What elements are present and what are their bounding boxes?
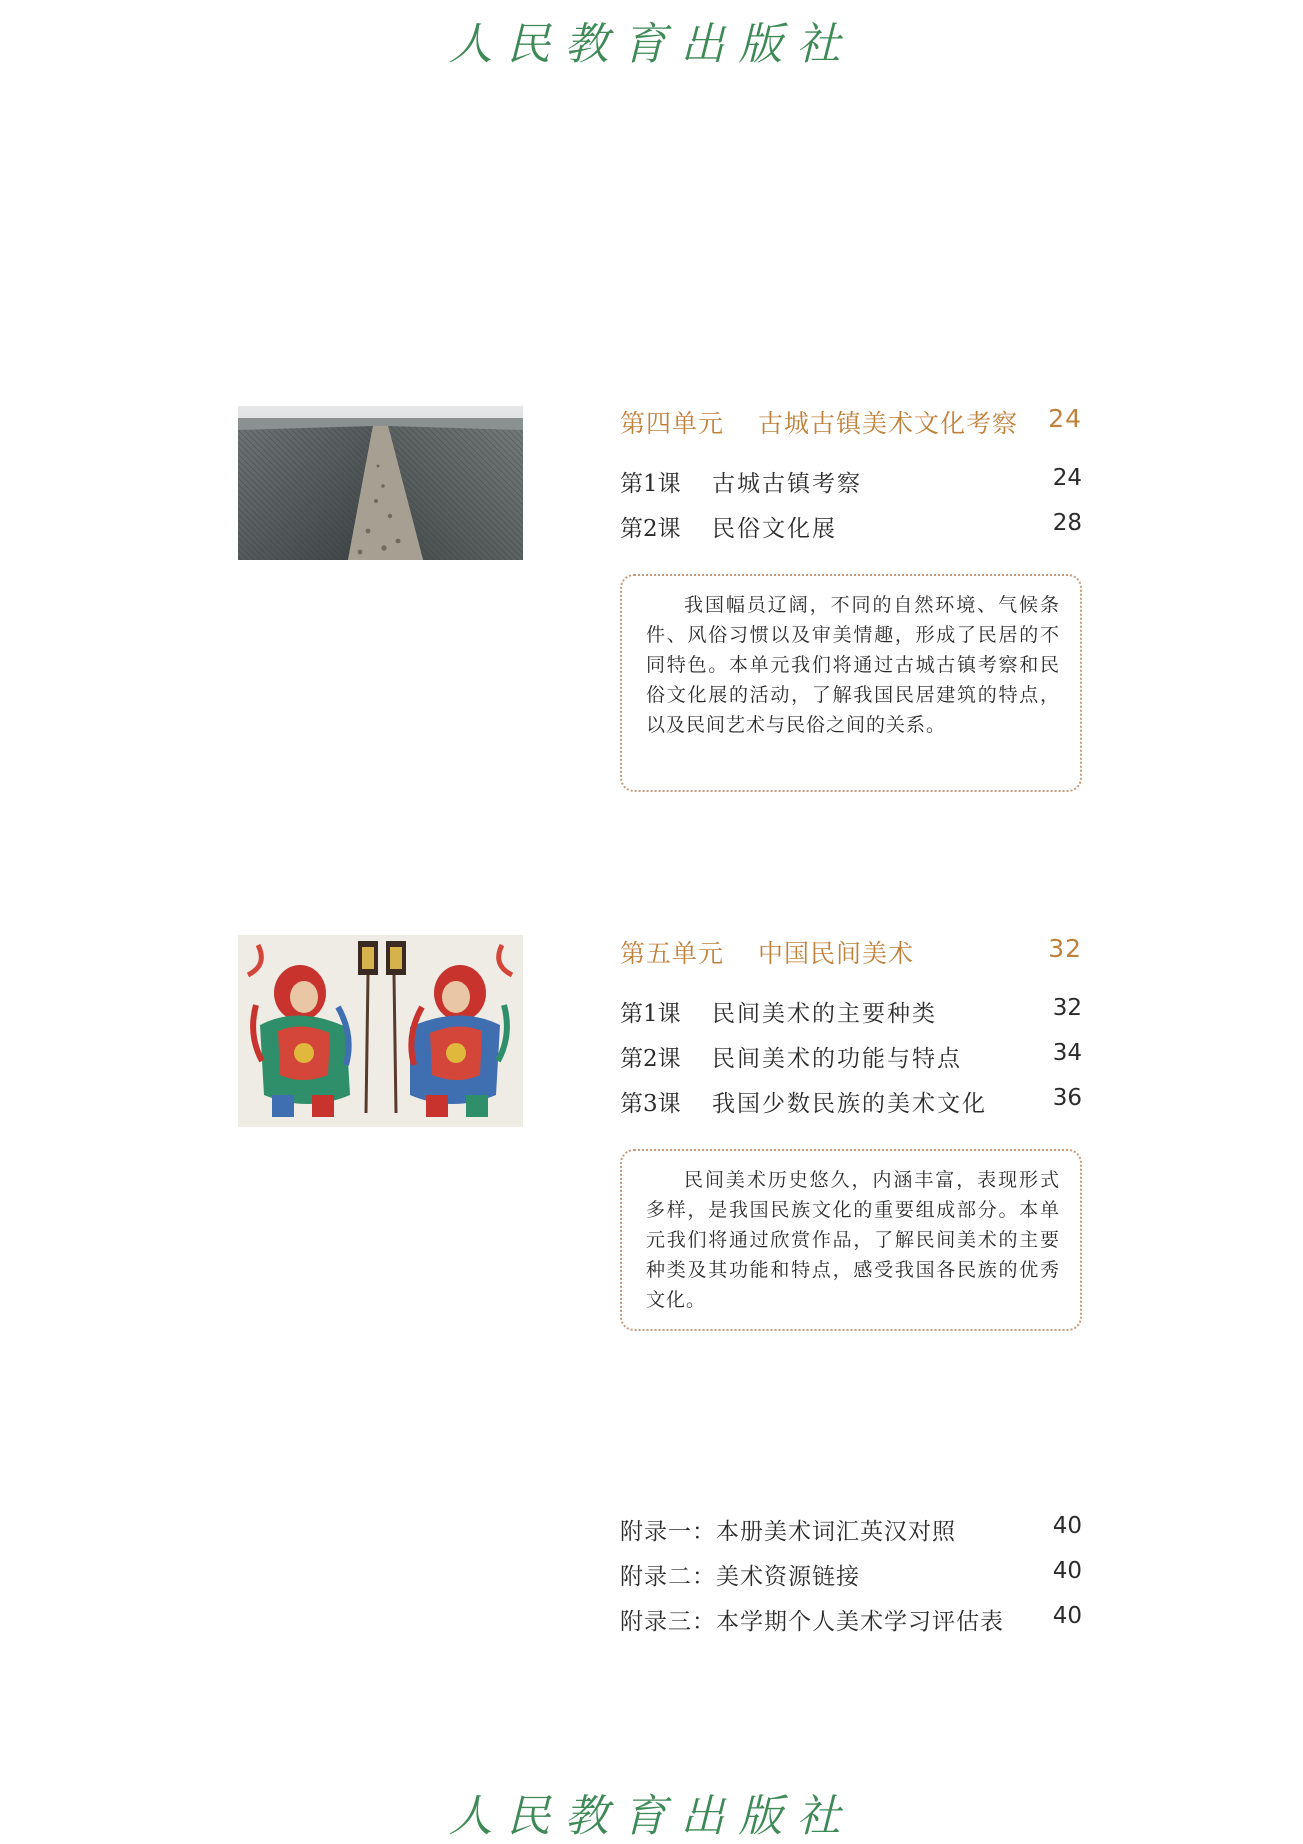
unit-5-name: 中国民间美术	[758, 939, 915, 968]
appendix-2	[620, 1558, 1082, 1592]
appendix-page: 40	[1052, 1558, 1082, 1584]
appendix-title: 附录二：美术资源链接	[620, 1564, 860, 1590]
lesson-name: 古城古镇考察	[712, 471, 862, 497]
lesson-name: 民间美术的功能与特点	[712, 1046, 962, 1072]
appendix-page: 40	[1052, 1513, 1082, 1539]
lesson-page: 32	[1052, 995, 1082, 1021]
lesson-number: 第1课	[620, 1001, 681, 1027]
unit-5-page: 32	[1048, 934, 1082, 963]
appendix-title: 附录三：本学期个人美术学习评估表	[620, 1609, 1004, 1635]
publisher-logo-header: 人民教育出版社	[448, 19, 855, 70]
unit-4-intro-box: 我国幅员辽阔，不同的自然环境、气候条件、风俗习惯以及审美情趣，形成了民居的不同特色。本单元我们将通过古城古镇考察和民俗文化展的活动，了解我国民居建筑的特点，以及民间艺术与民俗之间的关系。	[620, 574, 1082, 792]
lesson-page: 36	[1052, 1085, 1082, 1111]
lesson-number: 第2课	[620, 1046, 681, 1072]
lesson-name: 我国少数民族的美术文化	[712, 1091, 987, 1117]
door-gods-print-image	[238, 935, 523, 1127]
lesson-page: 24	[1052, 465, 1082, 491]
appendix-page: 40	[1052, 1603, 1082, 1629]
ancient-town-street-photo	[238, 406, 523, 560]
lesson-name: 民间美术的主要种类	[712, 1001, 937, 1027]
lesson-number: 第3课	[620, 1091, 681, 1117]
unit-5-title	[620, 934, 1082, 974]
unit-5-intro-box: 民间美术历史悠久，内涵丰富，表现形式多样，是我国民族文化的重要组成部分。本单元我们将通过欣赏作品，了解民间美术的主要种类及其功能和特点，感受我国各民族的优秀文化。	[620, 1149, 1082, 1331]
appendix-title: 附录一：本册美术词汇英汉对照	[620, 1519, 956, 1545]
appendix-3	[620, 1603, 1082, 1637]
lesson-page: 34	[1052, 1040, 1082, 1066]
lesson-page: 28	[1052, 510, 1082, 536]
unit-5-label: 第五单元	[620, 939, 725, 968]
appendix-1	[620, 1513, 1082, 1547]
unit-5-lesson-2	[620, 1040, 1082, 1074]
unit-4-label: 第四单元	[620, 409, 725, 438]
lesson-number: 第2课	[620, 516, 681, 542]
unit-4-lesson-1	[620, 465, 1082, 499]
unit-5-lesson-1	[620, 995, 1082, 1029]
unit-4-title	[620, 404, 1082, 444]
unit-4-name: 古城古镇美术文化考察	[758, 409, 1019, 438]
unit-4-page: 24	[1048, 404, 1082, 433]
lesson-name: 民俗文化展	[712, 516, 837, 542]
unit-5-lesson-3	[620, 1085, 1082, 1119]
lesson-number: 第1课	[620, 471, 681, 497]
publisher-logo-footer: 人民教育出版社	[448, 1791, 855, 1842]
unit-4-lesson-2	[620, 510, 1082, 544]
